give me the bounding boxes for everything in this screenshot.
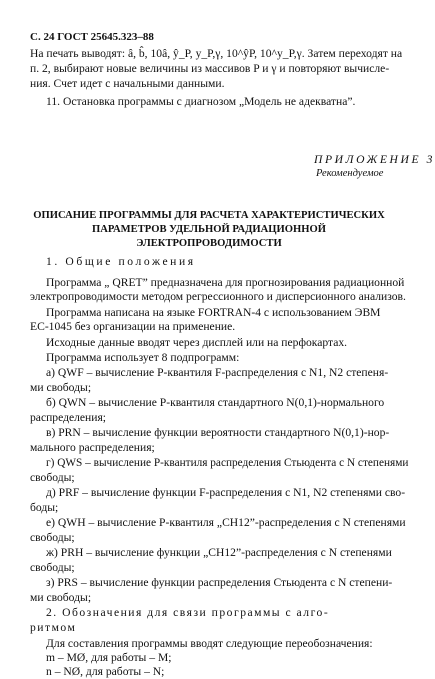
tail-line-2: m – MØ, для работы – M; — [46, 651, 172, 664]
body-line-1: Программа „ QRET” предназначена для прогнозирования радиационной — [46, 276, 405, 289]
list-item-a: а) QWF – вычисление P-квантиля F-распределения с N1, N2 степеня- — [46, 366, 389, 379]
section-heading-1: 1. Общие положения — [46, 255, 196, 268]
list-item-d-cont: боды; — [30, 501, 59, 514]
list-item-b-cont: распределения; — [30, 411, 107, 424]
list-item-e: е) QWH – вычисление P-квантиля „CH12”-распределения с N степенями — [46, 516, 406, 529]
list-item-zh-cont: свободы; — [30, 561, 75, 574]
page-header: С. 24 ГОСТ 25645.323–88 — [30, 31, 154, 43]
body-line-2: электропроводимости методом регрессионного и дисперсионного анализов. — [30, 290, 406, 303]
list-item-v: в) PRN – вычисление функции вероятности стандартного N(0,1)-нор- — [46, 426, 390, 439]
doc-title-line-2: ПАРАМЕТРОВ УДЕЛЬНОЙ РАДИАЦИОННОЙ — [92, 224, 326, 235]
section-heading-2-cont: ритмом — [30, 621, 77, 634]
body-line-3: Программа написана на языке FORTRAN-4 с использованием ЭВМ — [46, 306, 381, 319]
appendix-note: Рекомендуемое — [316, 168, 384, 179]
body-line-5: Исходные данные вводят через дисплей или на перфокартах. — [46, 336, 348, 349]
list-item-zh: ж) PRH – вычисление функции „CH12”-распределения с N степенями — [46, 546, 392, 559]
list-item-a-cont: ми свободы; — [30, 381, 92, 394]
section-heading-2: 2. Обозначения для связи программы с алго- — [46, 606, 330, 619]
list-item-z-cont: ми свободы; — [30, 591, 92, 604]
appendix-label: ПРИЛОЖЕНИЕ 3 — [314, 153, 435, 166]
list-item-e-cont: свободы; — [30, 531, 75, 544]
doc-title-line-1: ОПИСАНИЕ ПРОГРАММЫ ДЛЯ РАСЧЕТА ХАРАКТЕРИСТИЧЕСКИХ — [33, 210, 385, 221]
intro-line-2: п. 2, выбирают новые величины из массивов P и γ и повторяют вычисле- — [30, 62, 390, 75]
list-item-g: г) QWS – вычисление P-квантиля распределения Стьюдента с N степенями — [46, 457, 409, 469]
tail-line-1: Для составления программы вводят следующие переобозначения: — [46, 637, 373, 650]
tail-line-3: n – NØ, для работы – N; — [46, 665, 165, 678]
body-line-4: ЕС-1045 без организации на применение. — [30, 320, 236, 333]
list-item-b: б) QWN – вычисление P-квантиля стандартного N(0,1)-нормального — [46, 396, 385, 409]
body-line-6: Программа использует 8 подпрограмм: — [46, 351, 240, 364]
intro-line-1: На печать выводят: â, b̂, 10â, ŷ_P, y_P,γ, 10^ŷP, 10^y_P,γ. Затем переходят на — [30, 47, 403, 60]
intro-line-4: 11. Остановка программы с диагнозом „Модель не адекватна”. — [46, 95, 356, 108]
doc-title-line-3: ЭЛЕКТРОПРОВОДИМОСТИ — [136, 238, 282, 249]
list-item-z: з) PRS – вычисление функции распределения Стьюдента с N степени- — [46, 576, 393, 589]
list-item-g-cont: свободы; — [30, 471, 75, 484]
list-item-d: д) PRF – вычисление функции F-распределения с N1, N2 степенями сво- — [46, 486, 406, 499]
list-item-v-cont: мального распределения; — [30, 441, 155, 454]
intro-line-3: ния. Счет идет с начальными данными. — [30, 77, 225, 90]
